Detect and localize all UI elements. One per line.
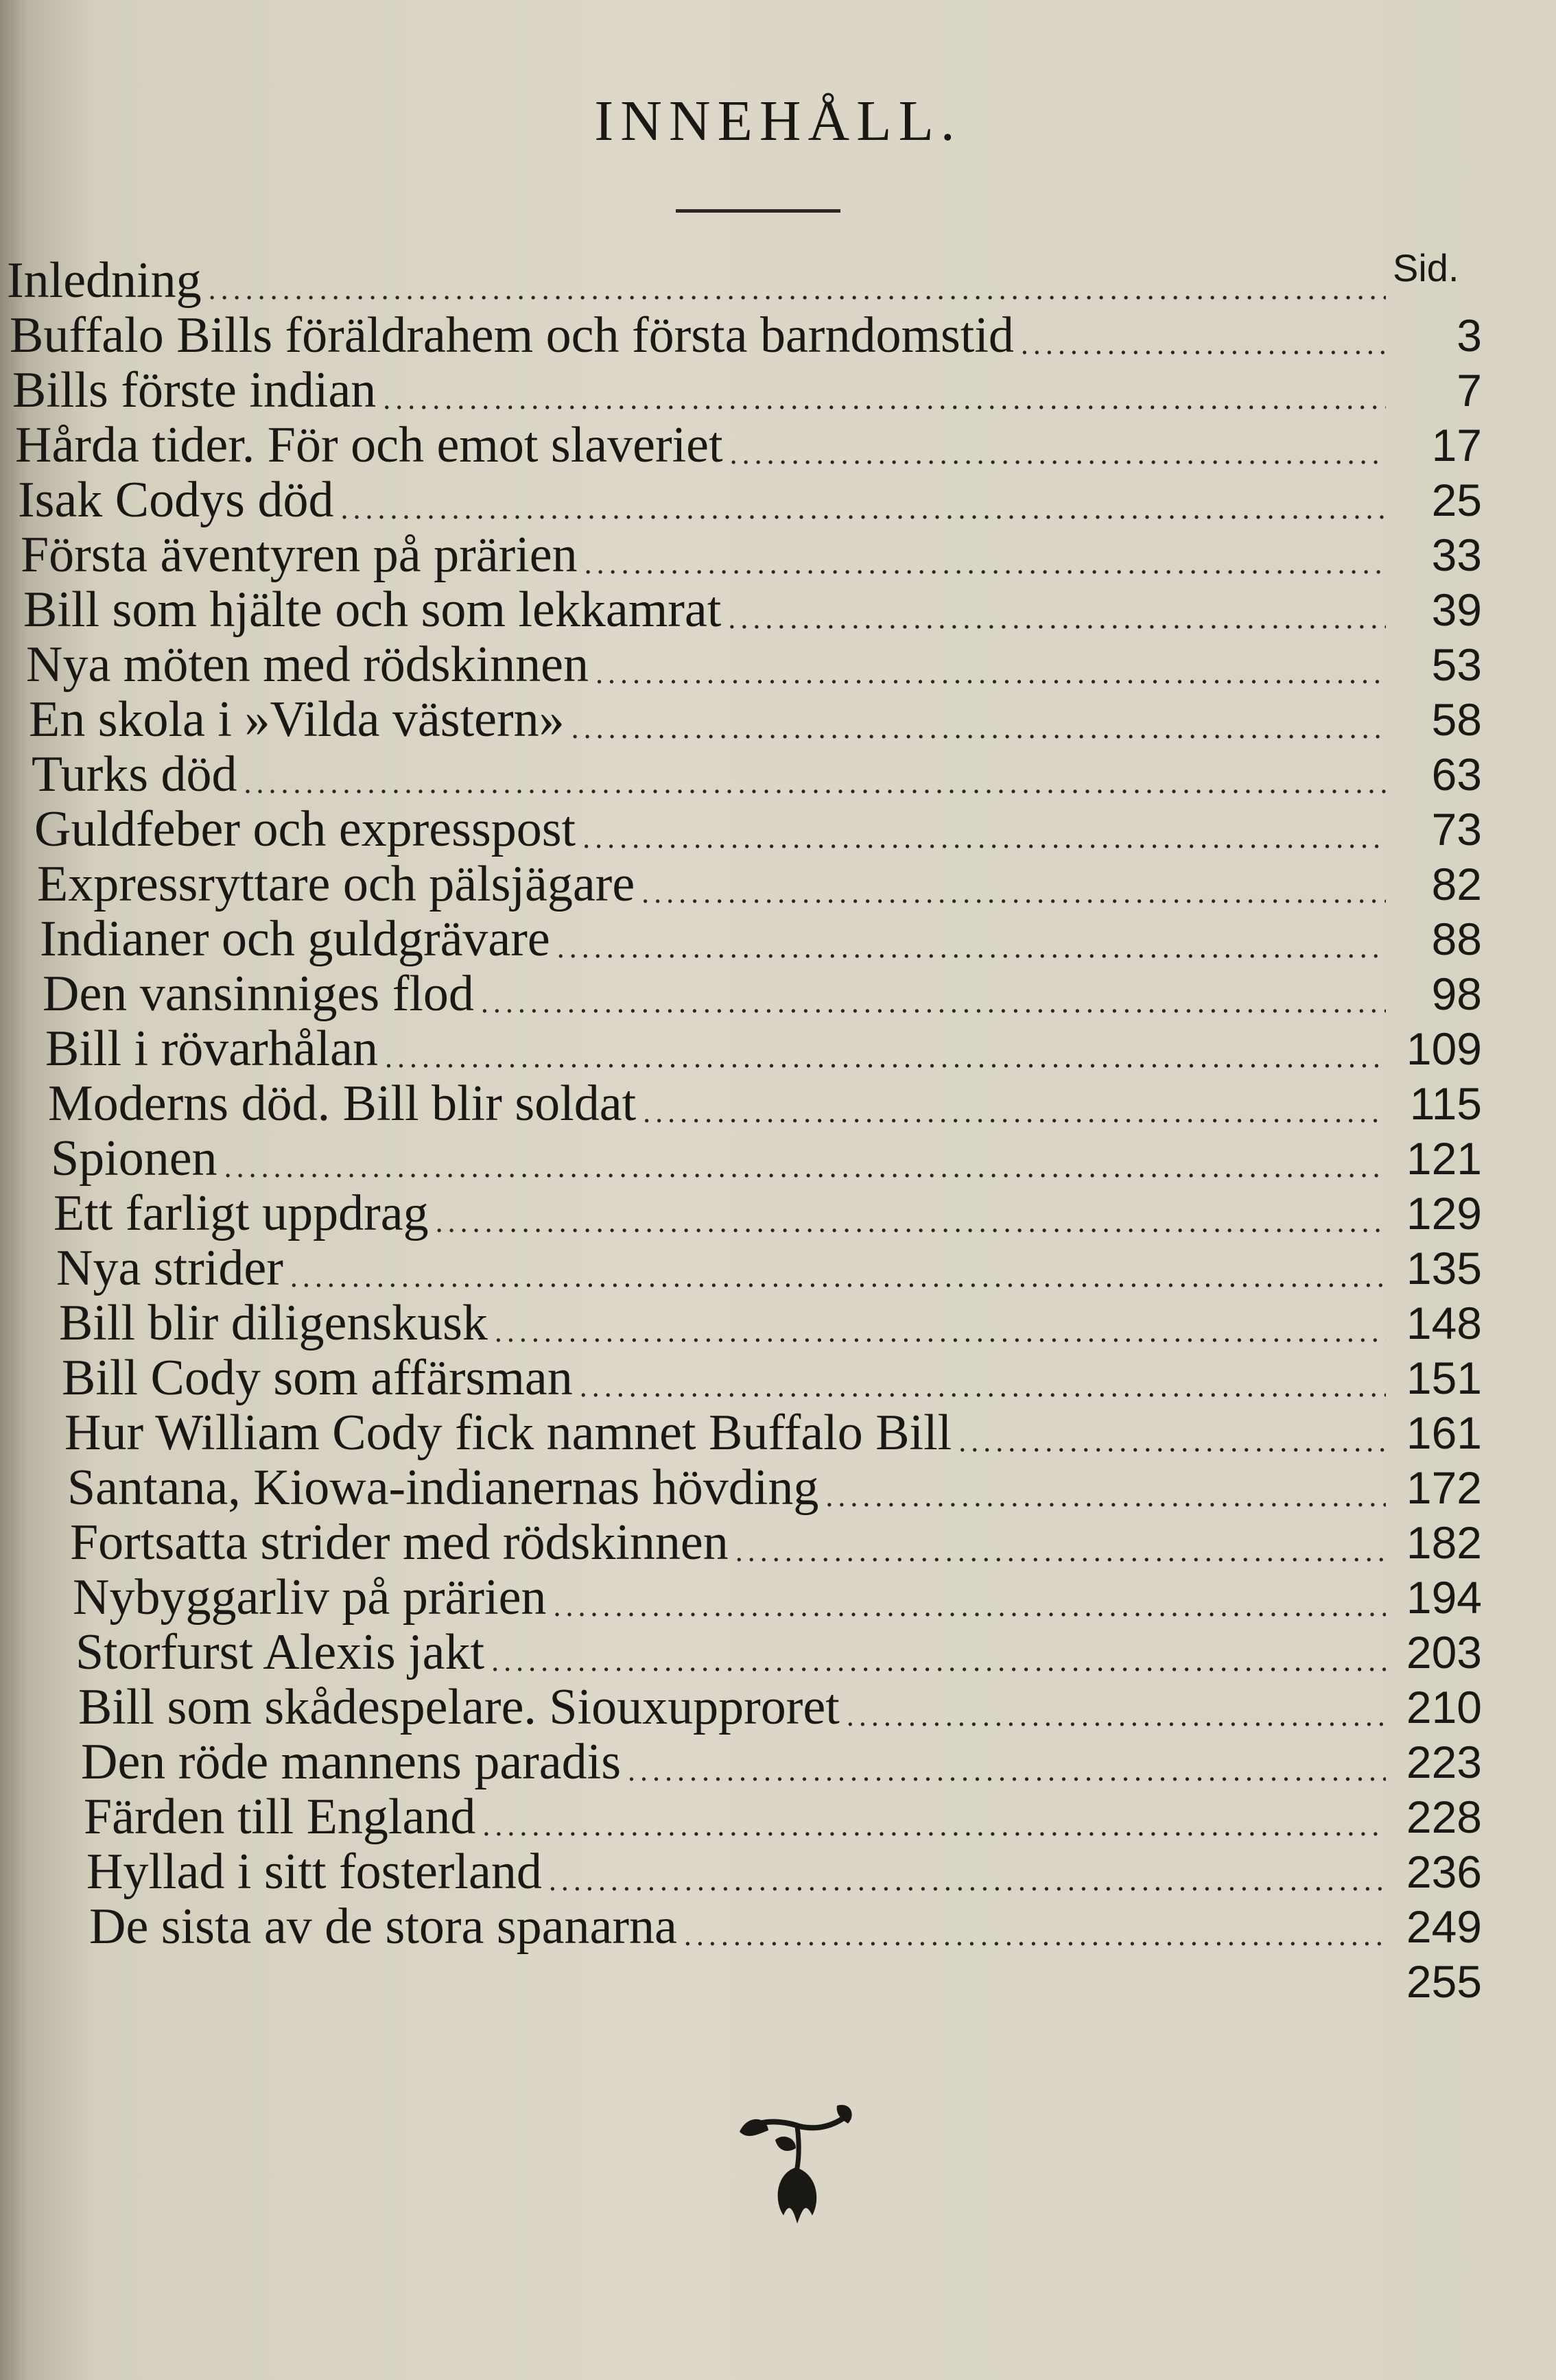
toc-entry-title: Turks död	[32, 746, 237, 802]
toc-entry-title: Guldfeber och expresspost	[34, 801, 576, 857]
toc-entry-page-number: 3	[1457, 310, 1482, 361]
toc-entry-page-number: 255	[1406, 1956, 1482, 2007]
title-divider	[676, 209, 840, 213]
dot-leader	[237, 765, 1386, 801]
toc-entry-title: Indianer och guldgrävare	[40, 911, 550, 967]
toc-entry	[45, 1022, 1482, 1075]
toc-entry-page-number: 73	[1431, 804, 1482, 855]
toc-entry-page-number: 223	[1406, 1737, 1482, 1787]
toc-entry-title: Santana, Kiowa-indianernas hövding	[67, 1460, 819, 1516]
toc-entry	[10, 309, 1482, 362]
toc-entry-page-number: 129	[1406, 1188, 1482, 1239]
toc-entry-page-number: 148	[1406, 1298, 1482, 1348]
toc-entry-title: Den vansinniges flod	[43, 966, 474, 1022]
toc-entry-title: Första äventyren på prärien	[21, 527, 578, 583]
toc-entry	[21, 528, 1482, 582]
toc-entry-title: Den röde mannens paradis	[81, 1734, 622, 1790]
dot-leader	[474, 985, 1386, 1021]
toc-entry-page-number: 151	[1406, 1353, 1482, 1403]
toc-entry	[43, 967, 1482, 1021]
toc-entry-title: En skola i »Vilda västern»	[29, 691, 565, 748]
dot-leader	[283, 1259, 1386, 1295]
toc-entry	[15, 418, 1482, 472]
toc-entry-title: Isak Codys död	[18, 472, 334, 528]
dot-leader	[333, 491, 1386, 527]
dot-leader	[636, 1095, 1386, 1130]
toc-entry-page-number: 182	[1406, 1517, 1482, 1568]
toc-entry	[78, 1680, 1482, 1734]
toc-entry-title: Bill i rövarhålan	[45, 1021, 378, 1077]
toc-entry	[54, 1187, 1482, 1240]
toc-entry	[12, 364, 1482, 417]
dot-leader	[677, 1918, 1386, 1953]
toc-entry-page-number: 58	[1431, 694, 1482, 745]
toc-entry-page-number: 135	[1406, 1243, 1482, 1294]
dot-leader	[475, 1808, 1386, 1844]
toc-entry	[37, 857, 1482, 911]
toc-entry-page-number: 115	[1409, 1078, 1482, 1129]
toc-entry	[7, 254, 1482, 307]
dot-leader	[376, 381, 1386, 417]
toc-entry	[89, 1900, 1482, 1953]
toc-entry-title: Bills förste indian	[12, 362, 377, 418]
dot-leader	[488, 1314, 1386, 1350]
toc-entry	[29, 693, 1482, 746]
toc-entry-page-number: 17	[1431, 420, 1482, 471]
toc-entry-title: Nybyggarliv på prärien	[73, 1569, 547, 1626]
dot-leader	[621, 1753, 1386, 1789]
toc-entry-page-number: 63	[1431, 749, 1482, 800]
toc-entry	[67, 1461, 1482, 1514]
toc-entry-page-number: 88	[1431, 914, 1482, 964]
toc-entry	[81, 1735, 1482, 1789]
dot-leader	[484, 1643, 1386, 1679]
toc-entry-title: Buffalo Bills föräldrahem och första barndomstid	[10, 307, 1014, 364]
toc-entry	[84, 1790, 1482, 1844]
toc-entry	[40, 912, 1482, 966]
toc-entry	[86, 1845, 1482, 1899]
toc-entry-page-number: 203	[1406, 1627, 1482, 1678]
toc-entry-title: Bill som skådespelare. Siouxupproret	[78, 1679, 840, 1735]
dot-leader	[546, 1588, 1386, 1624]
toc-entry-page-number: 249	[1406, 1901, 1482, 1952]
toc-entry	[32, 748, 1482, 801]
dot-leader	[952, 1424, 1386, 1460]
toc-entry	[64, 1406, 1482, 1460]
toc-entry	[48, 1077, 1482, 1130]
toc-entry-title: Nya strider	[56, 1240, 283, 1296]
toc-entry-page-number: 210	[1406, 1682, 1482, 1733]
toc-entry-title: Storfurst Alexis jakt	[75, 1624, 485, 1680]
toc-entry-title: Fortsatta strider med rödskinnen	[70, 1514, 729, 1571]
dot-leader	[729, 1534, 1386, 1569]
toc-entry	[34, 802, 1482, 856]
toc-entry	[62, 1351, 1482, 1405]
toc-entry-title: Moderns död. Bill blir soldat	[48, 1075, 637, 1132]
toc-entry-page-number: 109	[1406, 1023, 1482, 1074]
toc-entry-page-number: 236	[1406, 1846, 1482, 1897]
dot-leader	[202, 272, 1386, 307]
toc-entry-page-number: 172	[1406, 1462, 1482, 1513]
dot-leader	[429, 1204, 1386, 1240]
dot-leader	[578, 546, 1386, 582]
toc-entry-title: Bill som hjälte och som lekkamrat	[23, 582, 722, 638]
toc-entry-page-number: 82	[1431, 859, 1482, 909]
dot-leader	[840, 1698, 1386, 1734]
toc-entry	[92, 1955, 1482, 2008]
page-column-label: Sid.	[1393, 246, 1459, 289]
toc-entry	[59, 1296, 1482, 1350]
toc-entry-page-number: 161	[1406, 1407, 1482, 1458]
dot-leader	[550, 930, 1386, 966]
toc-entry-page-number: 39	[1431, 584, 1482, 635]
page-title: INNEHÅLL.	[594, 89, 962, 153]
toc-entry-page-number: 98	[1431, 968, 1482, 1019]
toc-entry	[56, 1241, 1482, 1295]
dot-leader	[589, 656, 1386, 691]
toc-entry	[51, 1132, 1482, 1185]
toc-entry-title: Nya möten med rödskinnen	[26, 636, 589, 693]
toc-entry	[26, 638, 1482, 691]
toc-entry-title: De sista av de stora spanarna	[89, 1899, 677, 1955]
toc-entry	[23, 583, 1482, 636]
toc-entry	[70, 1516, 1482, 1569]
toc-entry	[75, 1626, 1482, 1679]
dot-leader	[378, 1040, 1386, 1075]
toc-entry-page-number: 53	[1431, 639, 1482, 690]
toc-entry-title: Inledning	[7, 252, 202, 309]
toc-entry-page-number: 7	[1457, 365, 1482, 416]
toc-entry-title: Färden till England	[84, 1789, 476, 1845]
dot-leader	[573, 1369, 1386, 1405]
dot-leader	[217, 1150, 1386, 1185]
toc-entry-title: Hyllad i sitt fosterland	[86, 1844, 542, 1900]
toc-entry-title: Bill Cody som affärsman	[62, 1350, 573, 1406]
dot-leader	[635, 875, 1386, 911]
toc-entry-title: Hårda tider. För och emot slaveriet	[15, 417, 723, 473]
toc-entry	[18, 473, 1482, 527]
toc-entry-page-number: 33	[1431, 529, 1482, 580]
dot-leader	[565, 711, 1386, 746]
dot-leader	[576, 820, 1386, 856]
flower-ornament-icon	[734, 2099, 858, 2229]
toc-entry-page-number: 228	[1406, 1792, 1482, 1842]
toc-entry-title: Expressryttare och pälsjägare	[37, 856, 635, 912]
toc-entry-page-number: 194	[1406, 1572, 1482, 1623]
toc-entry-page-number: 121	[1406, 1133, 1482, 1184]
toc-entry-title: Ett farligt uppdrag	[54, 1185, 429, 1241]
dot-leader	[723, 436, 1386, 472]
toc-entry-title: Hur William Cody fick namnet Buffalo Bill	[64, 1405, 952, 1461]
toc-entry-page-number: 25	[1431, 475, 1482, 525]
dot-leader	[1014, 326, 1386, 362]
dot-leader	[818, 1479, 1386, 1514]
dot-leader	[721, 601, 1386, 636]
dot-leader	[542, 1863, 1386, 1899]
toc-entry-title: Bill blir diligenskusk	[59, 1295, 488, 1351]
toc-entry-title: Spionen	[51, 1130, 217, 1187]
toc-entry	[73, 1571, 1482, 1624]
